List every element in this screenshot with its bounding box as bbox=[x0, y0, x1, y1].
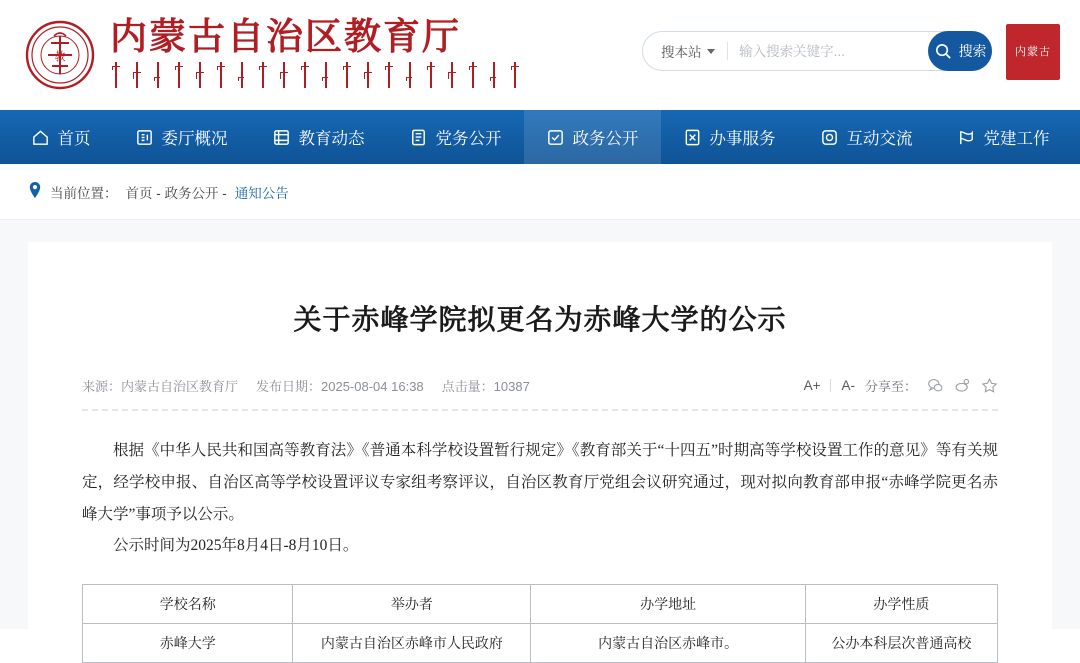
page-title: 关于赤峰学院拟更名为赤峰大学的公示 bbox=[293, 305, 787, 336]
government-seal-icon bbox=[1006, 24, 1060, 80]
news-icon bbox=[272, 128, 291, 147]
search-scope-label: 搜本站 bbox=[661, 45, 702, 60]
table-header-cell: 办学地址 bbox=[531, 585, 806, 624]
site-title: 内蒙古自治区教育厅 bbox=[110, 16, 461, 58]
search-button-label: 搜索 bbox=[958, 43, 987, 59]
article-tools bbox=[804, 376, 998, 395]
mongolian-script-title bbox=[110, 62, 519, 92]
nav-item-party-affairs[interactable] bbox=[387, 110, 524, 164]
nav-item-label: 委厅概况 bbox=[161, 130, 228, 148]
search-button[interactable] bbox=[928, 31, 992, 71]
document-icon bbox=[409, 128, 428, 147]
search-icon bbox=[934, 42, 953, 61]
table-row bbox=[83, 624, 998, 663]
nav-item-label: 互动交流 bbox=[846, 130, 913, 148]
breadcrumb bbox=[0, 164, 1080, 220]
nav-item-label: 办事服务 bbox=[709, 130, 776, 148]
svg-text:教: 教 bbox=[54, 51, 66, 63]
search-scope-dropdown[interactable] bbox=[643, 41, 727, 61]
main-navigation bbox=[0, 110, 1080, 164]
article-views: 点击量：10387 bbox=[441, 379, 530, 394]
check-doc-icon bbox=[546, 128, 565, 147]
nav-item-overview[interactable] bbox=[113, 110, 250, 164]
table-header-cell: 学校名称 bbox=[83, 585, 293, 624]
font-decrease-button[interactable]: A- bbox=[841, 378, 855, 393]
table-cell: 公办本科层次普通高校 bbox=[805, 624, 997, 663]
nav-item-label: 教育动态 bbox=[298, 130, 365, 148]
seal-text: 内蒙古 bbox=[1015, 45, 1051, 58]
article-publish-date: 发布日期：2025-08-04 16:38 bbox=[256, 379, 424, 394]
site-header bbox=[0, 0, 1080, 110]
flag-icon bbox=[957, 128, 976, 147]
weibo-icon[interactable] bbox=[954, 377, 971, 394]
nav-item-label: 党务公开 bbox=[435, 130, 502, 148]
table-header-cell: 办学性质 bbox=[805, 585, 997, 624]
nav-item-label: 党建工作 bbox=[983, 130, 1050, 148]
nav-item-label: 政务公开 bbox=[572, 130, 639, 148]
building-icon bbox=[135, 128, 154, 147]
location-pin-icon bbox=[28, 182, 42, 201]
article-meta-row bbox=[82, 376, 998, 407]
breadcrumb-current[interactable]: 通知公告 bbox=[234, 185, 289, 201]
breadcrumb-path[interactable]: 首页 - 政务公开 - bbox=[125, 185, 227, 201]
nav-item-interaction[interactable] bbox=[798, 110, 935, 164]
article-card bbox=[28, 242, 1052, 663]
article-meta bbox=[82, 376, 530, 395]
page-body bbox=[0, 220, 1080, 653]
school-info-table bbox=[82, 584, 998, 663]
search-area bbox=[642, 31, 992, 71]
chat-icon bbox=[820, 128, 839, 147]
nav-item-services[interactable] bbox=[661, 110, 798, 164]
table-cell: 内蒙古自治区赤峰市。 bbox=[531, 624, 806, 663]
article-paragraph: 根据《中华人民共和国高等教育法》《普通本科学校设置暂行规定》《教育部关于“十四五”时期高等学校设置工作的意见》等有关规定，经学校申报、自治区高等学校设置评议专家组考察评议，自治区教育厅党组会议研究通过，现对拟向教育部申报“赤峰学院更名赤峰大学”事项予以公示。 bbox=[82, 442, 998, 523]
table-header-row bbox=[83, 585, 998, 624]
font-increase-button[interactable]: A+ bbox=[803, 378, 821, 393]
education-department-emblem-icon bbox=[24, 19, 96, 91]
nav-item-government-affairs[interactable] bbox=[524, 110, 661, 164]
article-source: 来源：内蒙古自治区教育厅 bbox=[82, 379, 239, 394]
table-cell: 赤峰大学 bbox=[83, 624, 293, 663]
table-cell: 内蒙古自治区赤峰市人民政府 bbox=[293, 624, 531, 663]
meta-separator bbox=[82, 409, 998, 411]
nav-item-party-building[interactable] bbox=[935, 110, 1072, 164]
chevron-down-icon bbox=[707, 49, 715, 54]
nav-item-label: 首页 bbox=[57, 130, 91, 148]
tools-divider bbox=[830, 379, 831, 392]
service-icon bbox=[683, 128, 702, 147]
table-header-cell: 举办者 bbox=[293, 585, 531, 624]
favorite-star-icon[interactable] bbox=[981, 377, 998, 394]
breadcrumb-label: 当前位置： bbox=[50, 185, 118, 201]
nav-item-news[interactable] bbox=[250, 110, 387, 164]
share-label: 分享至： bbox=[864, 379, 917, 394]
article-paragraph: 公示时间为2025年8月4日-8月10日。 bbox=[113, 537, 359, 555]
search-input[interactable] bbox=[727, 44, 928, 59]
search-box bbox=[642, 31, 992, 71]
home-icon bbox=[31, 128, 50, 147]
wechat-icon[interactable] bbox=[927, 377, 944, 394]
nav-item-home[interactable] bbox=[9, 110, 113, 164]
site-logo[interactable] bbox=[24, 18, 519, 93]
